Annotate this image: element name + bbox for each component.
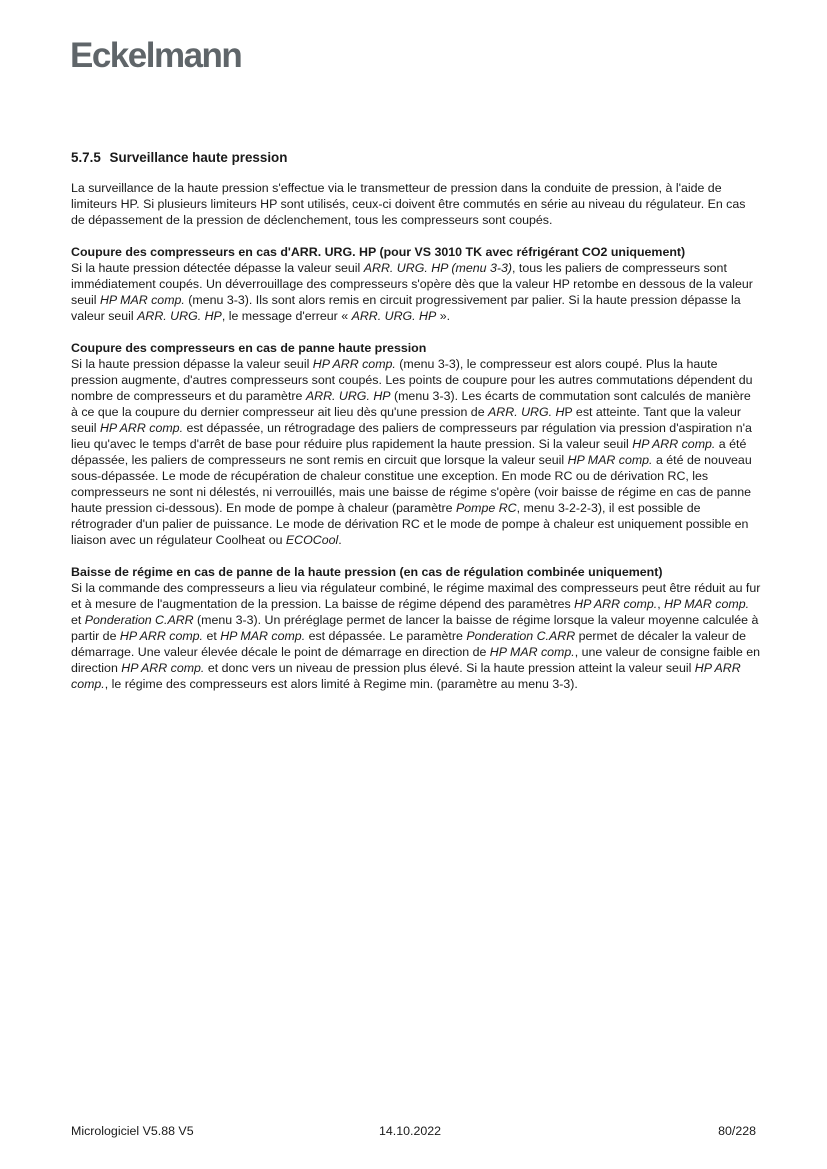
section-title-text: Surveillance haute pression — [109, 150, 288, 165]
hp-failure-section: Coupure des compresseurs en cas de panne haute pression Si la haute pression dépasse la valeur seuil HP ARR comp. (menu 3-3), le compresseur est alors coupé. Plus la haute pression augmente, d'autres compresseurs sont coupés. Les points de coupure pour les autres commutations dépendent du nombre de compresseurs et du paramètre ARR. URG. HP (menu 3-3). Les écarts de commutation sont calculés de manière à ce que la coupure du dernier compresseur ait lieu dès qu'une pression de ARR. URG. HP est atteinte. Tant que la valeur seuil HP ARR comp. est dépassée, un rétrogradage des paliers de compresseurs par régulation via pression d'aspiration n'a lieu qu'avec le temps d'arrêt de base pour réduire plus rapidement la haute pression. Si la valeur seuil HP ARR comp. a été dépassée, les paliers de compresseurs ne sont remis en circuit que lorsque la valeur seuil HP MAR comp. a été de nouveau sous-dépassée. Le mode de récupération de chaleur constitue une exception. En mode RC ou de dérivation RC, les compresseurs ne sont ni délestés, ni verrouillés, mais une baisse de régime s'opère (voir baisse de régime en cas de panne haute pression ci-dessous). En mode de pompe à chaleur (paramètre Pompe RC, menu 3-2-2-3), il est possible de rétrograder d'un palier de puissance. Le mode de dérivation RC et le mode de pompe à chaleur est uniquement possible en liaison avec un régulateur Coolheat ou ECOCool. — [71, 340, 761, 548]
page-footer — [71, 1122, 756, 1140]
emergency-stop-section: Coupure des compresseurs en cas d'ARR. URG. HP (pour VS 3010 TK avec réfrigérant CO2 uniquement) Si la haute pression détectée dépasse la valeur seuil ARR. URG. HP (menu 3-3), tous les paliers de compresseurs sont immédiatement coupés. Un déverrouillage des compresseurs s'opère dès que la valeur HP retombe en dessous de la valeur seuil HP MAR comp. (menu 3-3). Ils sont alors remis en circuit progressivement par palier. Si la haute pression dépasse la valeur seuil ARR. URG. HP, le message d'erreur « ARR. URG. HP ». — [71, 244, 761, 324]
hp-failure-heading: Coupure des compresseurs en cas de panne haute pression — [71, 341, 427, 355]
section-number: 5.7.5 — [71, 150, 101, 165]
eckelmann-logo: Eckelmann — [70, 36, 242, 75]
footer-date: 14.10.2022 — [379, 1124, 442, 1138]
footer-firmware-version: Micrologiciel V5.88 V5 — [71, 1124, 194, 1138]
speed-reduction-section: Baisse de régime en cas de panne de la haute pression (en cas de régulation combinée uniquement) Si la commande des compresseurs a lieu via régulateur combiné, le régime maximal des compresseurs peut être réduit au fur et à mesure de l'augmentation de la pression. La baisse de régime dépend des paramètres HP ARR comp., HP MAR comp. et Ponderation C.ARR (menu 3-3). Un préréglage permet de lancer la baisse de régime lorsque la valeur moyenne calculée à partir de HP ARR comp. et HP MAR comp. est dépassée. Le paramètre Ponderation C.ARR permet de décaler la valeur de démarrage. Une valeur élevée décale le point de démarrage en direction de HP MAR comp., une valeur de consigne faible en direction HP ARR comp. et donc vers un niveau de pression plus élevé. Si la haute pression atteint la valeur seuil HP ARR comp., le régime des compresseurs est alors limité à Regime min. (paramètre au menu 3-3). — [71, 565, 761, 691]
emergency-stop-heading: Coupure des compresseurs en cas d'ARR. URG. HP (pour VS 3010 TK avec réfrigérant CO2 uniquement) — [71, 245, 686, 259]
footer-page-number: 80/228 — [718, 1124, 756, 1138]
section-title — [71, 150, 287, 166]
speed-reduction-heading: Baisse de régime en cas de panne de la haute pression (en cas de régulation combinée uniquement) — [71, 565, 663, 579]
document-body — [71, 180, 761, 708]
intro-paragraph: La surveillance de la haute pression s'effectue via le transmetteur de pression dans la conduite de pression, à l'aide de limiteurs HP. Si plusieurs limiteurs HP sont utilisés, ceux-ci doivent être commutés en série au niveau du régulateur. En cas de dépassement de la pression de déclenchement, tous les compresseurs sont coupés. — [71, 181, 746, 227]
